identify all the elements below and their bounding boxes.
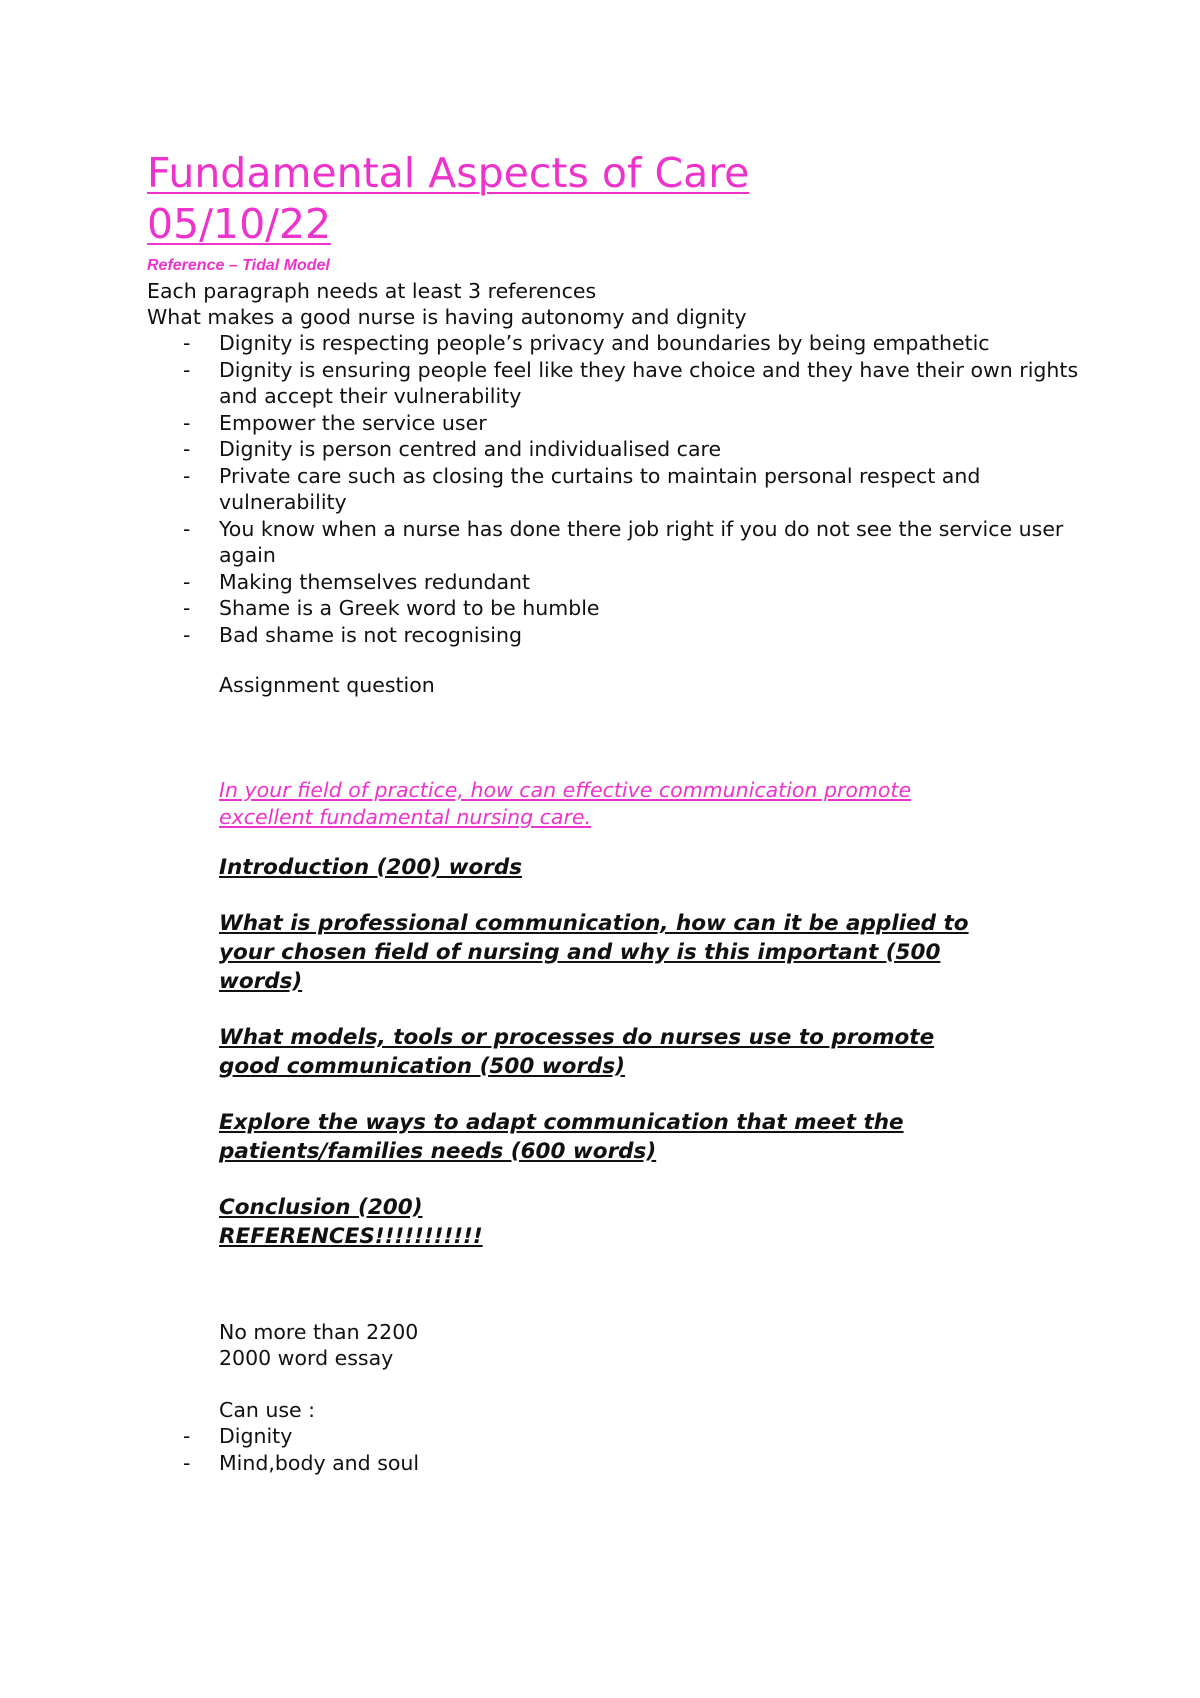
dash-marker: - <box>183 331 191 355</box>
word-limit-line: 2000 word essay <box>219 1346 394 1370</box>
list-item-text: Dignity is person centred and individualised care <box>219 437 722 461</box>
dash-marker: - <box>183 1424 191 1448</box>
word-limit-line: No more than 2200 <box>219 1319 419 1344</box>
dash-marker: - <box>183 569 191 594</box>
assignment-label: Assignment question <box>219 673 435 697</box>
list-item-text: Making themselves redundant <box>219 569 531 594</box>
document-page <box>147 148 1087 1476</box>
dash-marker: - <box>183 596 191 620</box>
section-heading-adapt-communication: Explore the ways to adapt communication that meet the patients/families needs (600 words) <box>219 1109 904 1164</box>
list-item <box>147 1450 1087 1477</box>
reference-note: Reference – Tidal Model <box>147 257 330 274</box>
assignment-question: In your field of practice, how can effective communication promote excellent fundamental nursing care. <box>219 777 912 829</box>
list-item <box>147 330 1087 357</box>
list-item <box>147 1423 1087 1450</box>
list-item <box>147 622 1087 649</box>
references-heading: REFERENCES!!!!!!!!!!! <box>219 1223 483 1249</box>
can-use-label: Can use : <box>219 1397 316 1422</box>
list-item-text: You know when a nurse has done there job right if you do not see the service user again <box>219 516 1064 567</box>
essay-sections <box>147 853 999 1251</box>
dignity-bullet-list <box>147 330 1087 648</box>
list-item-text: Dignity is ensuring people feel like they have choice and they have their own rights and accept their vulnerability <box>219 357 1079 408</box>
section-heading-conclusion: Conclusion (200) <box>219 1194 423 1220</box>
title-line-2: 05/10/22 <box>147 200 332 248</box>
list-item <box>147 436 1087 463</box>
word-limit-notes <box>147 1319 1087 1372</box>
intro-line: What makes a good nurse is having autonomy and dignity <box>147 305 747 329</box>
list-item-text: Dignity is respecting people’s privacy and boundaries by being empathetic <box>219 331 990 355</box>
section-heading-models-tools: What models, tools or processes do nurses use to promote good communication (500 words) <box>219 1024 935 1079</box>
dash-marker: - <box>183 357 191 382</box>
dash-marker: - <box>183 410 191 435</box>
section-heading-introduction: Introduction (200) words <box>219 854 523 880</box>
can-use-list <box>147 1423 1087 1476</box>
list-item-text: Shame is a Greek word to be humble <box>219 596 600 620</box>
dash-marker: - <box>183 437 191 461</box>
dash-marker: - <box>183 463 191 488</box>
assignment-question-block <box>147 777 979 831</box>
list-item-text: Bad shame is not recognising <box>219 622 522 647</box>
list-item-text: Private care such as closing the curtains to maintain personal respect and vulnerability <box>219 463 981 514</box>
list-item-text: Empower the service user <box>219 410 487 435</box>
list-item <box>147 569 1087 596</box>
list-item-text: Dignity <box>219 1424 293 1448</box>
list-item <box>147 463 1087 516</box>
list-item <box>147 595 1087 622</box>
document-title <box>147 148 1087 250</box>
list-item <box>147 357 1087 410</box>
list-item-text: Mind,body and soul <box>219 1450 420 1475</box>
intro-line: Each paragraph needs at least 3 references <box>147 279 597 303</box>
dash-marker: - <box>183 622 191 647</box>
title-line-1: Fundamental Aspects of Care <box>147 149 750 197</box>
dash-marker: - <box>183 1450 191 1475</box>
list-item <box>147 516 1087 569</box>
section-heading-professional-communication: What is professional communication, how can it be applied to your chosen field of nursing and why is this important (500 words) <box>219 910 969 994</box>
list-item <box>147 410 1087 437</box>
dash-marker: - <box>183 516 191 541</box>
